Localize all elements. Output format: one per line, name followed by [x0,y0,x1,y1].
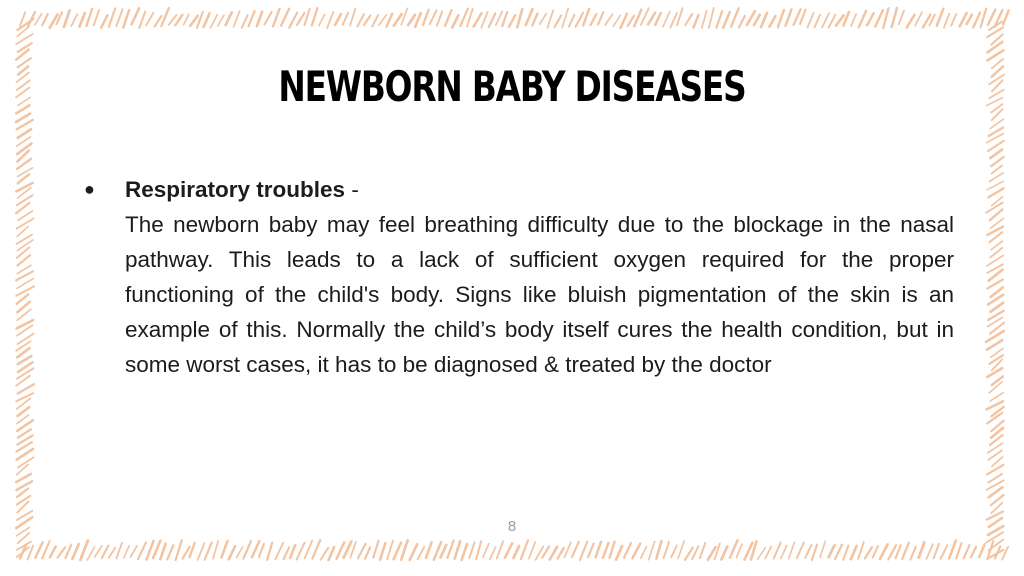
slide-content [84,172,954,382]
bullet-item-respiratory [84,172,954,382]
bullet-body: The newborn baby may feel breathing difficulty due to the blockage in the nasal pathway. This leads to a lack of sufficient oxygen required for the proper functioning of the child's body. Signs like bluish pigmentation of the skin is an example of this. Normally the child’s body itself cures the health condition, but in some worst cases, it has to be diagnosed & treated by the doctor [125,212,954,377]
bullet-separator: - [345,177,359,202]
slide-title: NEWBORN BABY DISEASES [278,62,746,111]
bullet-dot-icon: ● [84,179,95,199]
page-number: 8 [507,518,517,535]
bullet-heading: Respiratory troubles [125,177,346,202]
